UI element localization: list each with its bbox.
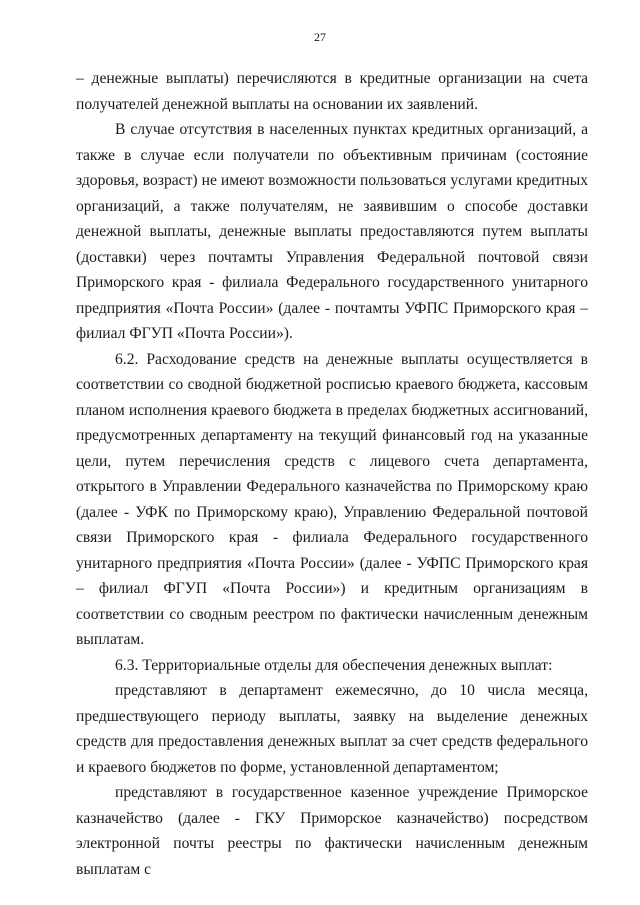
paragraph-post-delivery: В случае отсутствия в населенных пунктах кредитных организаций, а также в случае если получатели по объективным причинам (состояние здоровья, возраст) не имеют возможности пользоваться услугами кредитных организаций, а также получателям, не заявившим о способе доставки денежной выплаты, денежные выплаты предоставляются путем выплаты (доставки) через почтамты Управления Федеральной почтовой связи Приморского края - филиала Федерального государственного унитарного предприятия «Почта России» (далее - почтамты УФПС Приморского края – филиал ФГУП «Почта России»). (76, 121, 588, 342)
paragraph-payment-transfer: – денежные выплаты) перечисляются в кредитные организации на счета получателей денежной выплаты на основании их заявлений. (76, 70, 588, 113)
paragraph-request-submission: представляют в департамент ежемесячно, до 10 числа месяца, предшествующего периоду выплаты, заявку на выделение денежных средств для предоставления денежных выплат за счет средств федерального и краевого бюджетов по форме, установленной департаментом; (76, 682, 588, 776)
document-body (76, 66, 588, 882)
paragraph-6-3: 6.3. Территориальные отделы для обеспечения денежных выплат: (115, 656, 553, 674)
paragraph-registry-submission: представляют в государственное казенное учреждение Приморское казначейство (далее - ГКУ Приморское казначейство) посредством электронной почты реестры по фактически начисленным денежным выплатам с (76, 784, 588, 878)
paragraph-6-2: 6.2. Расходование средств на денежные выплаты осуществляется в соответствии со сводной бюджетной росписью краевого бюджета, кассовым планом исполнения краевого бюджета в пределах бюджетных ассигнований, предусмотренных департаменту на текущий финансовый год на указанные цели, путем перечисления средств с лицевого счета департамента, открытого в Управлении Федерального казначейства по Приморскому краю (далее - УФК по Приморскому краю), Управлению Федеральной почтовой связи Приморского края - филиала Федерального государственного унитарного предприятия «Почта России» (далее - УФПС Приморского края – филиал ФГУП «Почта России») и кредитным организациям в соответствии со сводным реестром по фактически начисленным денежным выплатам. (76, 350, 588, 648)
page-number: 27 (314, 30, 326, 44)
